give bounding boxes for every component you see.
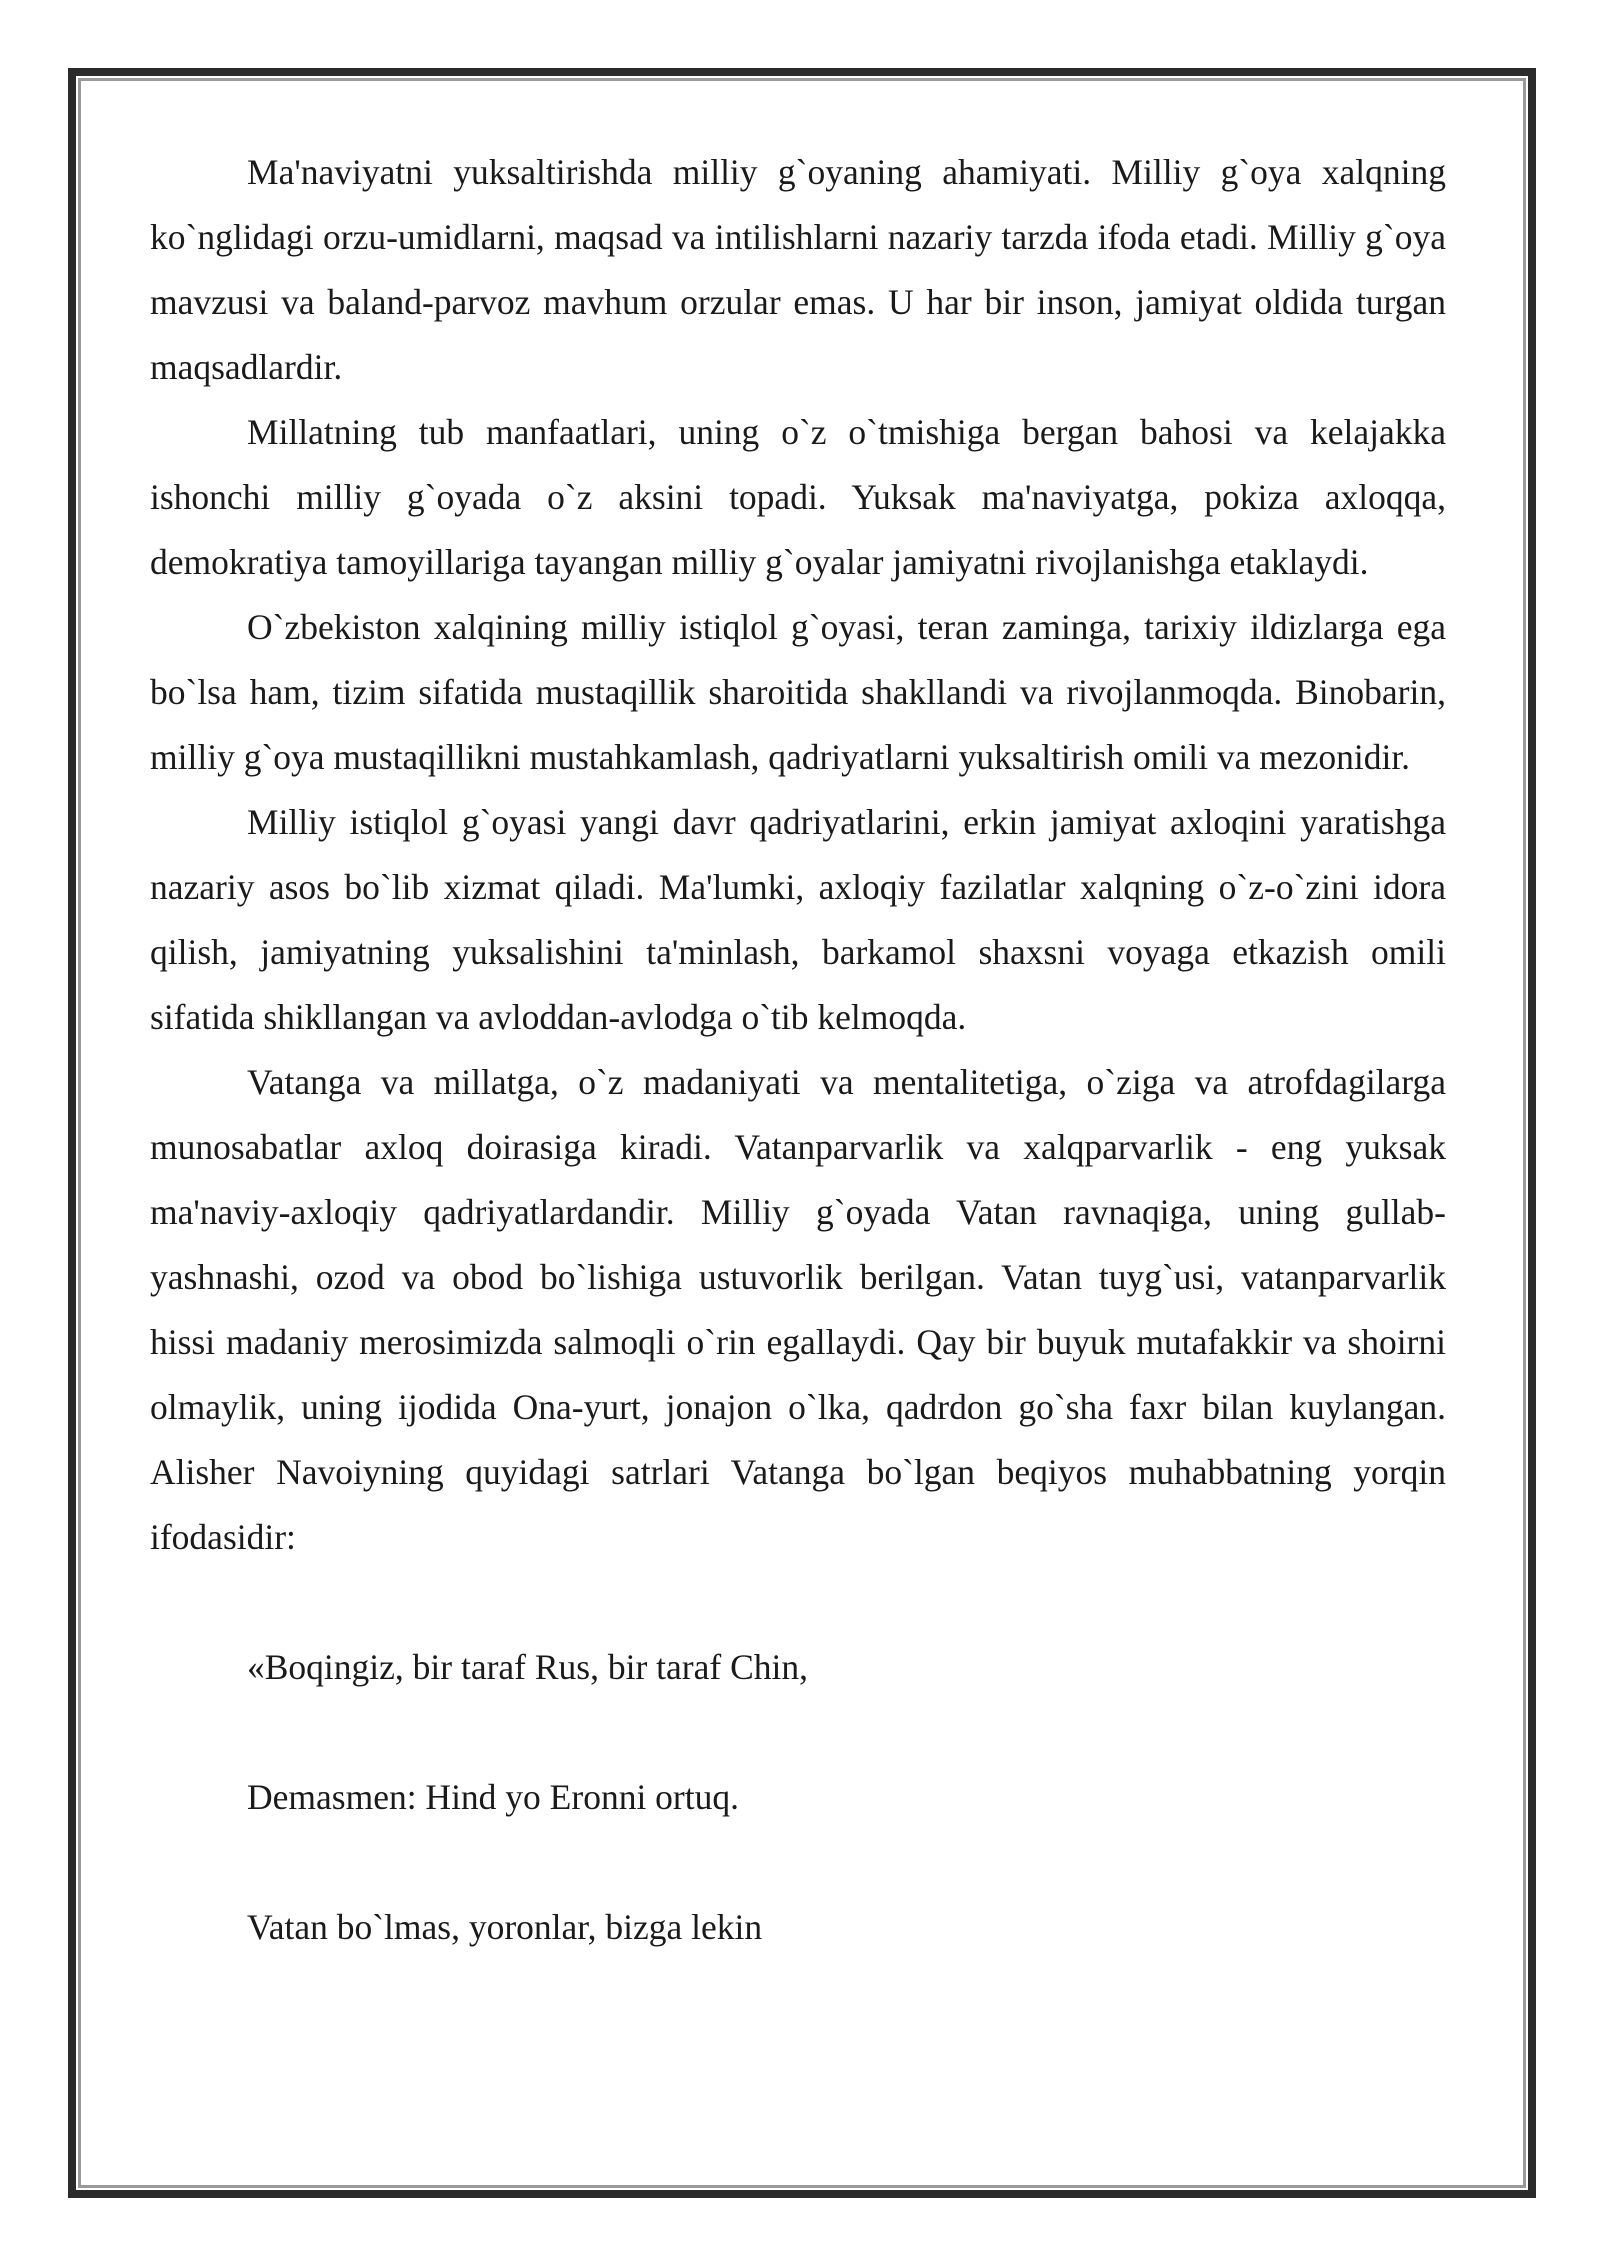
paragraph-3: O`zbekiston xalqining milliy istiqlol g`oyasi, teran zaminga, tarixiy ildizlarga ega bo`lsa ham, tizim sifatida mustaqillik sharoitida shakllandi va rivojlanmoqda. Binobarin, milliy g`oya mustaqillikni mustahkamlash, qadriyatlarni yuksaltirish omili va mezonidir. [150,607,1446,777]
verse-line-3: Vatan bo`lmas, yoronlar, bizga lekin [247,1907,763,1947]
verse-line-1: «Boqingiz, bir taraf Rus, bir taraf Chin, [247,1647,808,1687]
verse-line-2: Demasmen: Hind yo Eronni ortuq. [247,1777,739,1817]
paragraph-2: Millatning tub manfaatlari, uning o`z o`tmishiga bergan bahosi va kelajakka ishonchi milliy g`oyada o`z aksini topadi. Yuksak ma'naviyatga, pokiza axloqqa, demokratiya tamoyillariga tayangan milliy g`oyalar jamiyatni rivojlanishga etaklaydi. [150,412,1446,582]
paragraph-4: Milliy istiqlol g`oyasi yangi davr qadriyatlarini, erkin jamiyat axloqini yaratishga nazariy asos bo`lib xizmat qiladi. Ma'lumki, axloqiy fazilatlar xalqning o`z-o`zini idora qilish, jamiyatning yuksalishini ta'minlash, barkamol shaxsni voyaga etkazish omili sifatida shikllangan va avloddan-avlodga o`tib kelmoqda. [150,802,1446,1037]
paragraph-5: Vatanga va millatga, o`z madaniyati va mentalitetiga, o`ziga va atrofdagilarga munosabatlar axloq doirasiga kiradi. Vatanparvarlik va xalqparvarlik - eng yuksak ma'naviy-axloqiy qadriyatlardandir. Milliy g`oyada Vatan ravnaqiga, uning gullab-yashnashi, ozod va obod bo`lishiga ustuvorlik berilgan. Vatan tuyg`usi, vatanparvarlik hissi madaniy merosimizda salmoqli o`rin egallaydi. Qay bir buyuk mutafakkir va shoirni olmaylik, uning ijodida Ona-yurt, jonajon o`lka, qadrdon go`sha faxr bilan kuylangan. Alisher Navoiyning quyidagi satrlari Vatanga bo`lgan beqiyos muhabbatning yorqin ifodasidir: [150,1062,1446,1557]
poem-quote [150,1635,1446,1960]
document-body [150,140,1446,2025]
paragraph-1: Ma'naviyatni yuksaltirishda milliy g`oyaning ahamiyati. Milliy g`oya xalqning ko`nglidagi orzu-umidlarni, maqsad va intilishlarni nazariy tarzda ifoda etadi. Milliy g`oya mavzusi va baland-parvoz mavhum orzular emas. U har bir inson, jamiyat oldida turgan maqsadlardir. [150,152,1446,387]
